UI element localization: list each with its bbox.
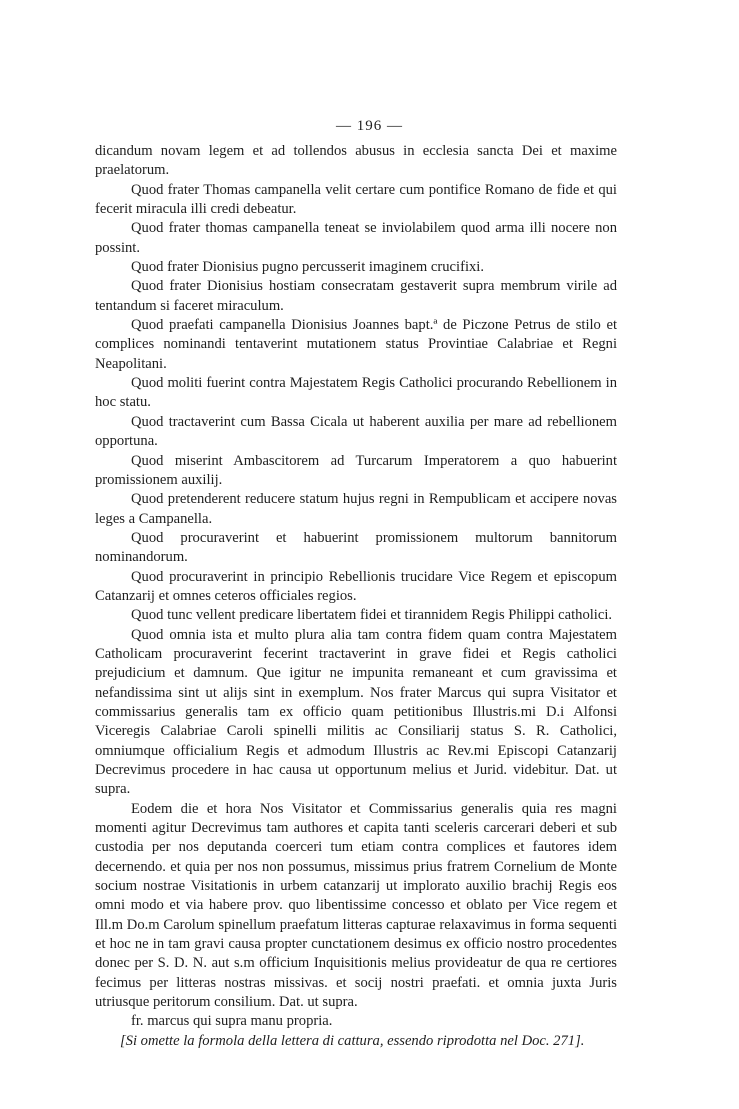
paragraph: Quod tunc vellent predicare libertatem fidei et tirannidem Regis Philippi catholici. [131,607,613,624]
page-number-header: — 196 — [336,118,403,134]
paragraph: Quod moliti fuerint contra Majestatem Regis Catholici procurando Rebellionem in hoc statu. [95,375,617,411]
paragraph: Eodem die et hora Nos Visitator et Commissarius generalis quia res magni momenti agitur Decrevimus tam authores et capita tanti sceleris carcerari deberi et sub custodia per nos deputanda coerceri tum etiam contra complices et fautores idem decernendo. et quia per nos non possumus, missimus prius fratrem Cornelium de Monte socium nostrae Visitationis in urbem catanzarij ut implorato auxilio brachij Regis eos omni modo et via habere prov. quo libentissime concesso et oblato per Vice regem et Ill.m Do.m Carolum spinellum praefatum litteras capturae relaxavimus in forma sequenti et hoc ne in tam gravi causa propter cunctationem desimus ex officio nostro procedentes donec per S. D. N. aut s.m officium Inquisitionis melius provideatur de qua re certiores fecimus per litteras nostras missivas. et socij nostri praefati. et omnia juxta Juris utriusque peritorum consilium. Dat. ut supra. [95,800,617,1011]
paragraph: Quod praefati campanella Dionisius Joannes bapt.ª de Piczone Petrus de stilo et complices nominandi tentaverint mutationem status Provintiae Calabriae et Regni Neapolitani. [95,317,617,372]
paragraph: Quod frater Thomas campanella velit certare cum pontifice Romano de fide et qui fecerit miracula illi credi debeatur. [95,181,617,218]
paragraph: Quod procuraverint in principio Rebellionis trucidare Vice Regem et episcopum Catanzarij et omnes ceteros officiales regios. [95,568,617,604]
paragraph: Quod frater Dionisius hostiam consecratam gestaverit supra membrum virile ad tentandum si faceret miraculum. [95,278,617,314]
signature-line: fr. marcus qui supra manu propria. [131,1013,333,1030]
paragraph: Quod frater thomas campanella teneat se inviolabilem quod arma illi nocere non possint. [95,220,617,256]
paragraph: Quod procuraverint et habuerint promissionem multorum bannitorum nominandorum. [95,529,617,566]
paragraph: Quod omnia ista et multo plura alia tam contra fidem quam contra Majestatem Catholicam procuraverint fecerint tractaverint in grave fidei et Regis catholici prejudicium et damnum. Que igitur ne impunita remaneant et cum gravissima et nefandissima sint ut alijs sint in exemplum. Nos frater Marcus qui supra Visitator et commissarius generalis tam ex officio quam petitionibus Illustris.mi D.i Alfonsi Viceregis Calabriae Caroli spinelli militis ac Consiliarij status S. R. Catholici, omniumque officialium Regis et admodum Illustris ac Rev.mi Episcopi Catanzarij Decrevimus procedere in hac causa ut opportunum melius et Jurid. videbitur. Dat. ut supra. [95,626,617,798]
paragraph: Quod miserint Ambascitorem ad Turcarum Imperatorem a quo habuerint promissionem auxilij. [95,452,617,488]
body-text [95,142,617,1051]
editor-note: [Si omette la formola della lettera di cattura, essendo riprodotta nel Doc. 271]. [120,1032,585,1049]
paragraph: Quod tractaverint cum Bassa Cicala ut haberent auxilia per mare ad rebellionem opportuna. [95,413,617,450]
paragraph: dicandum novam legem et ad tollendos abusus in ecclesia sancta Dei et maxime praelatorum. [95,143,617,179]
paragraph: Quod pretenderent reducere statum hujus regni in Rempublicam et accipere novas leges a Campanella. [95,491,617,527]
paragraph: Quod frater Dionisius pugno percusserit imaginem crucifixi. [131,259,485,276]
